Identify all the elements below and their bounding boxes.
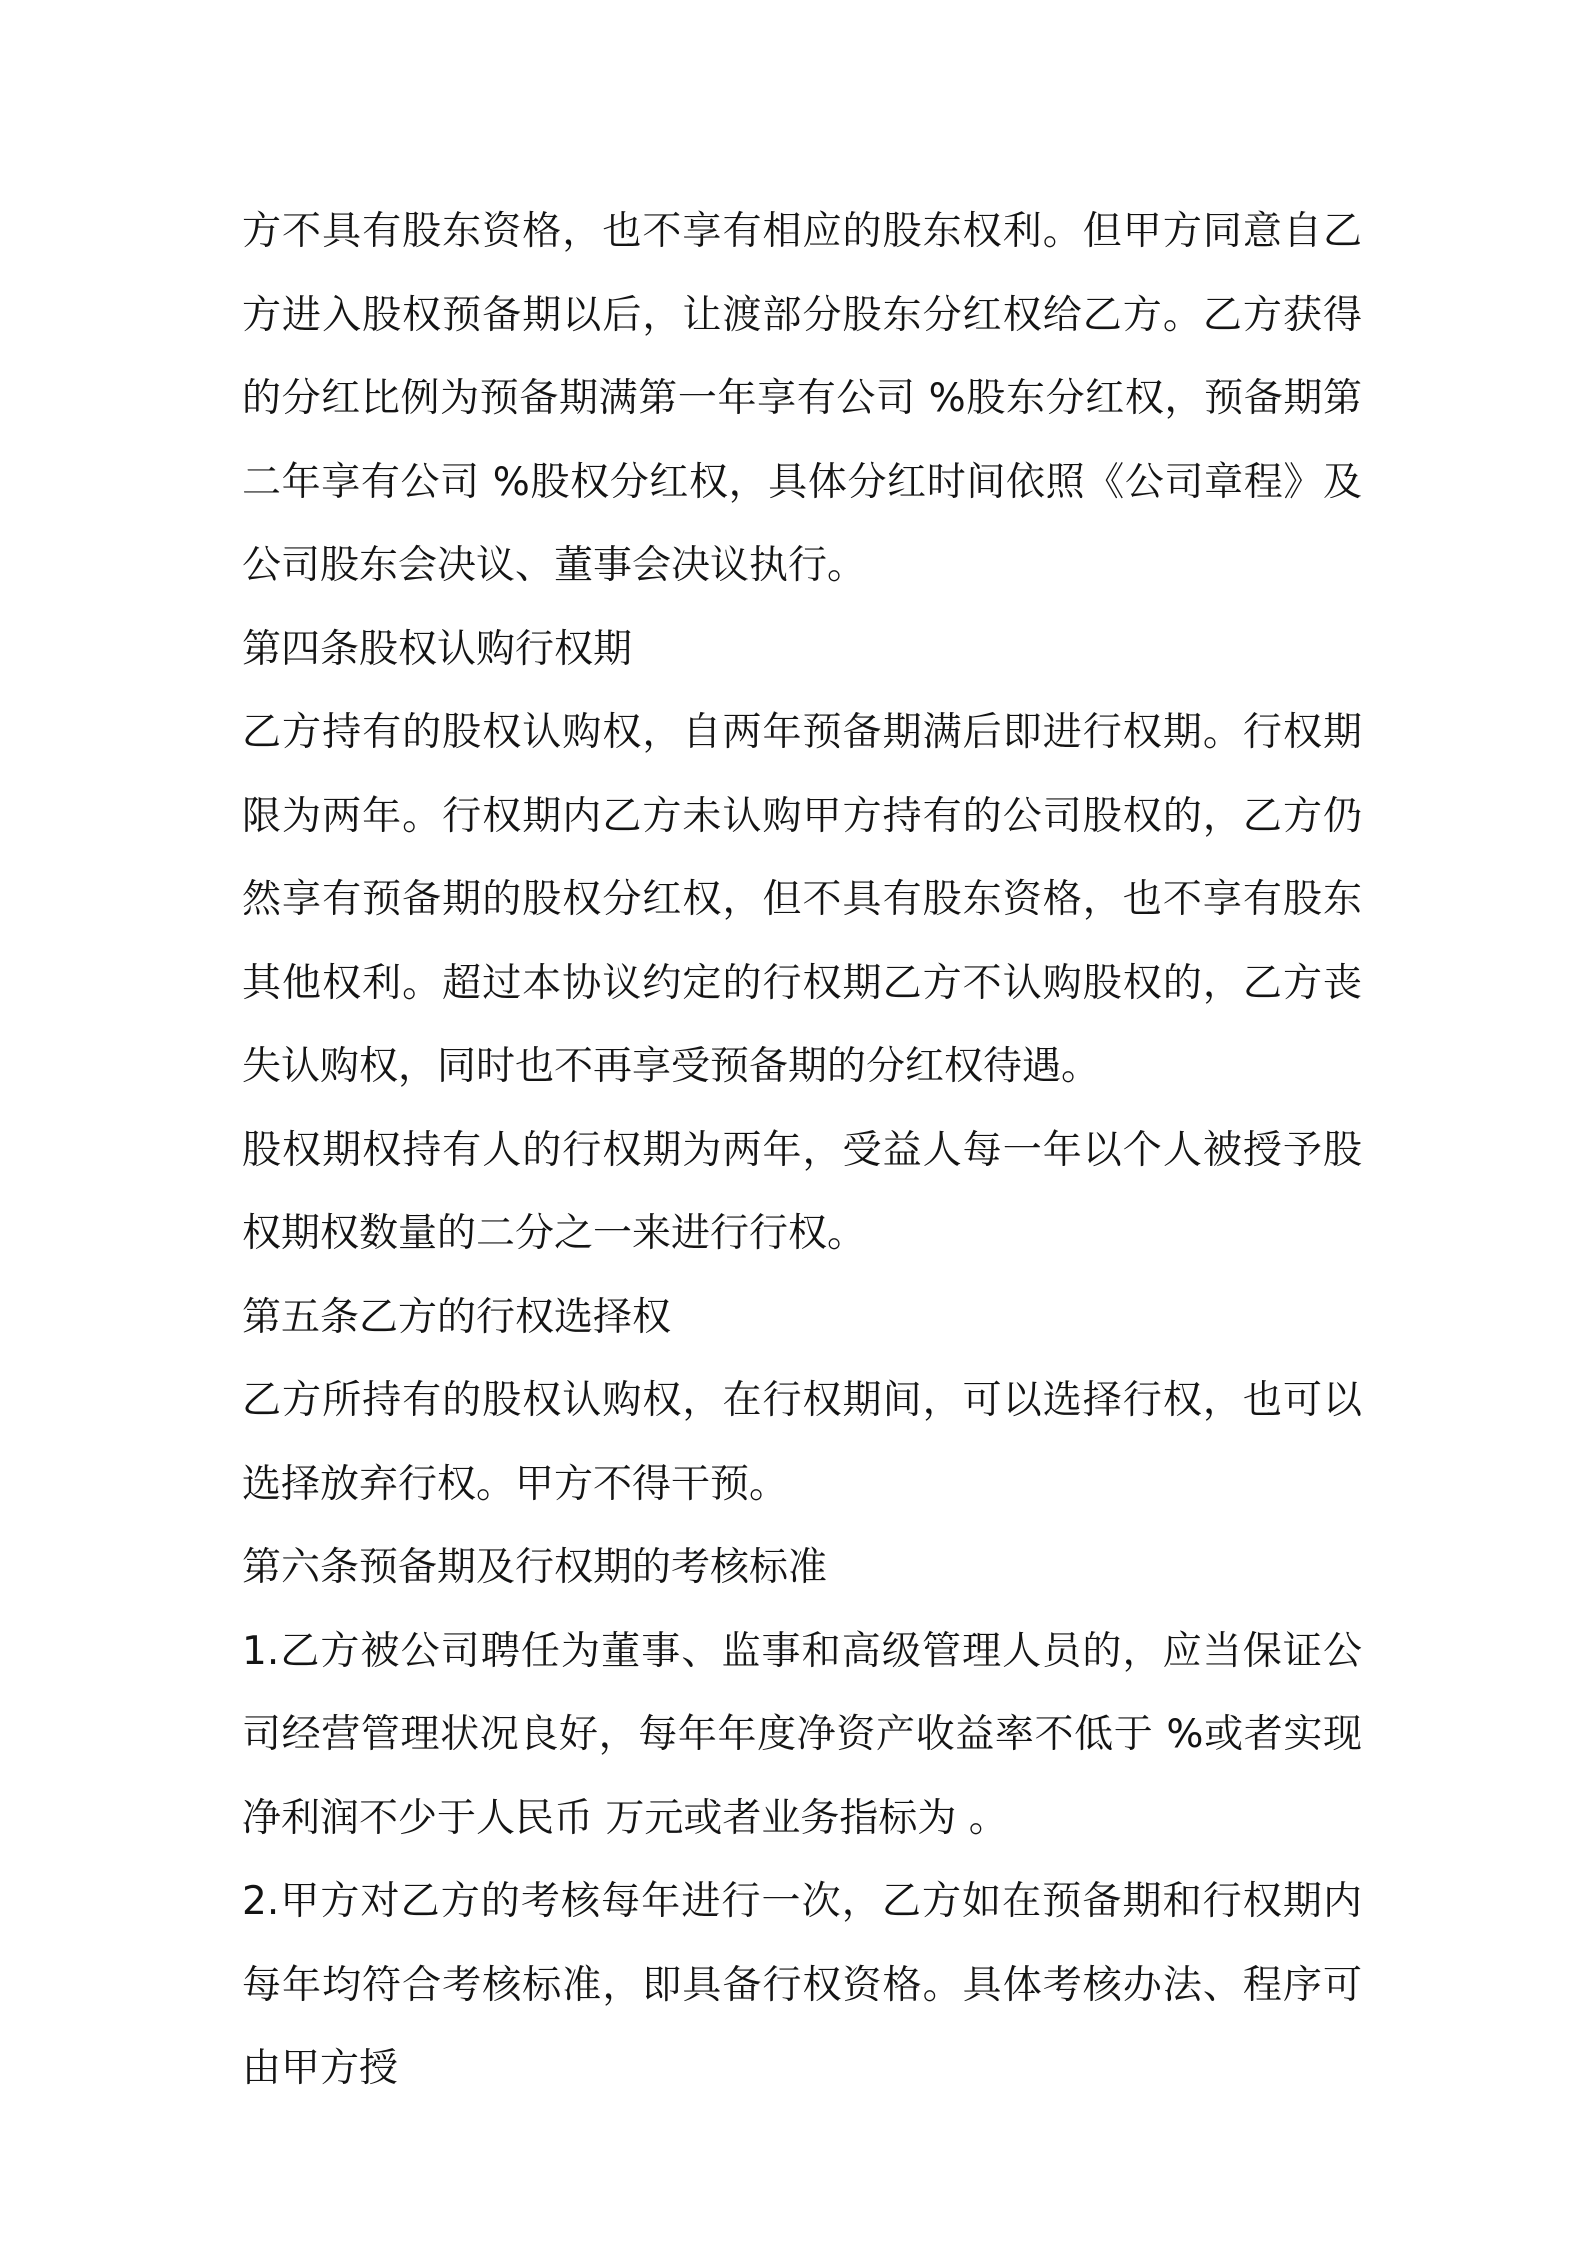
heading-article-6: 第六条预备期及行权期的考核标准 <box>242 1545 828 1590</box>
paragraph-exercise-period: 乙方持有的股权认购权，自两年预备期满后即进行权期。行权期限为两年。行权期内乙方未认购甲方持有的公司股权的，乙方仍然享有预备期的股权分红权，但不具有股东资格，也不享有股东其他权利。超过本协议约定的行权期乙方不认购股权的，乙方丧失认购权，同时也不再享受预备期的分红权待遇。 <box>242 710 1362 1089</box>
paragraph-standard-2: 2.甲方对乙方的考核每年进行一次，乙方如在预备期和行权期内每年均符合考核标准，即具备行权资格。具体考核办法、程序可由甲方授 <box>242 1879 1362 2091</box>
paragraph-exercise-choice: 乙方所持有的股权认购权，在行权期间，可以选择行权，也可以选择放弃行权。甲方不得干预。 <box>242 1378 1362 1507</box>
paragraph-standard-1: 1.乙方被公司聘任为董事、监事和高级管理人员的，应当保证公司经营管理状况良好，每年年度净资产收益率不低于 %或者实现净利润不少于人民币 万元或者业务指标为 。 <box>242 1628 1362 1841</box>
heading-article-4: 第四条股权认购行权期 <box>242 626 633 672</box>
document-body <box>242 190 1362 2111</box>
paragraph-exercise-quantity: 股权期权持有人的行权期为两年，受益人每一年以个人被授予股权期权数量的二分之一来进行行权。 <box>242 1127 1362 1256</box>
paragraph-dividend-rights: 方不具有股东资格，也不享有相应的股东权利。但甲方同意自乙方进入股权预备期以后，让渡部分股东分红权给乙方。乙方获得的分红比例为预备期满第一年享有公司 %股东分红权，预备期第二年享有公司 %股权分红权，具体分红时间依照《公司章程》及公司股东会决议、董事会决议执行。 <box>242 209 1362 588</box>
heading-article-5: 第五条乙方的行权选择权 <box>242 1294 672 1340</box>
